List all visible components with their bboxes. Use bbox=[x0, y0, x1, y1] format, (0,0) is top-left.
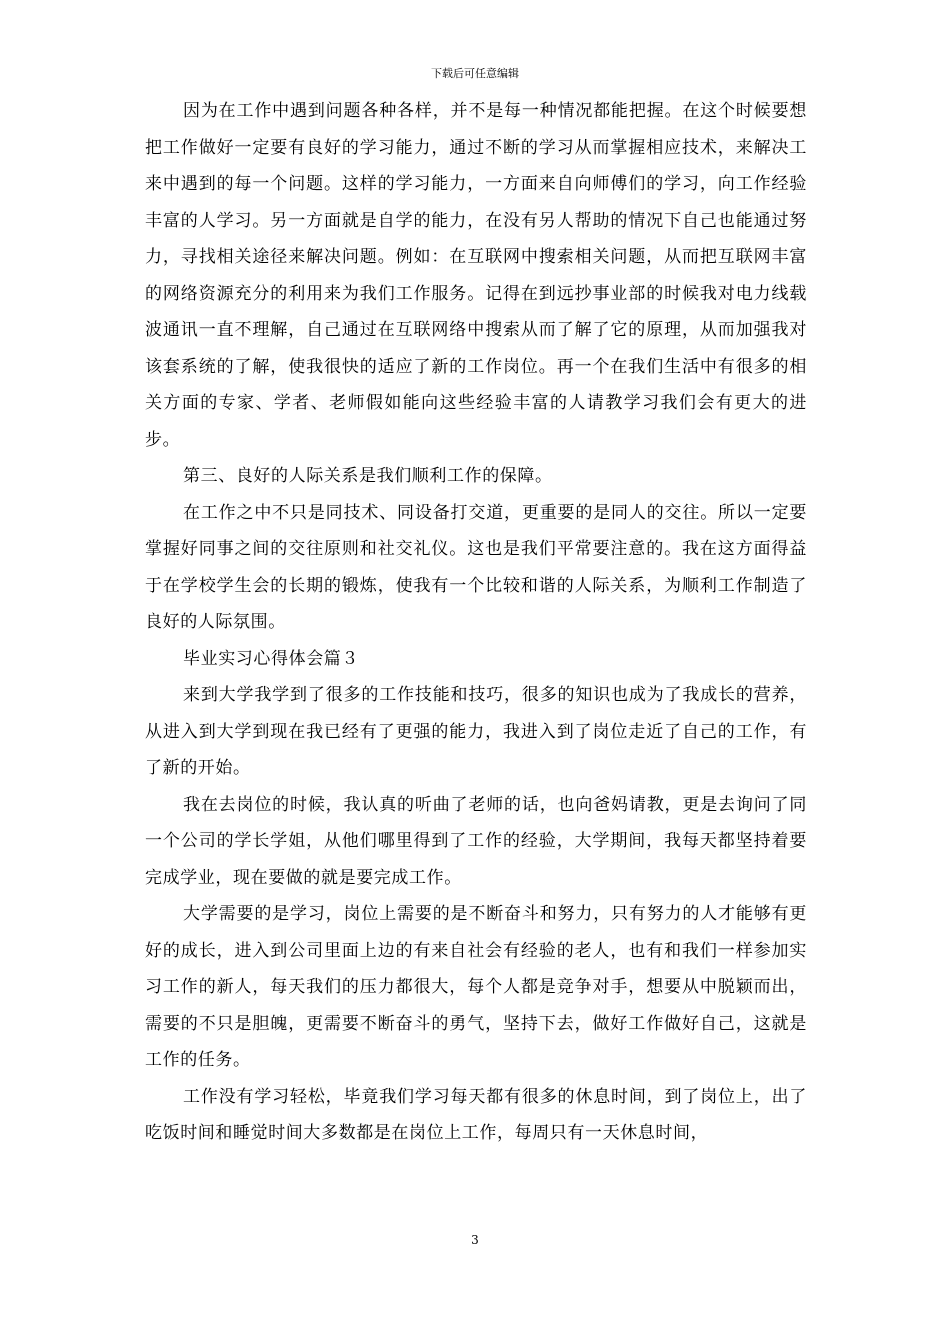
body-paragraph: 来到大学我学到了很多的工作技能和技巧，很多的知识也成为了我成长的营养，从进入到大学到现在我已经有了更强的能力，我进入到了岗位走近了自己的工作，有了新的开始。 bbox=[145, 685, 807, 778]
body-paragraph: 大学需要的是学习，岗位上需要的是不断奋斗和努力，只有努力的人才能够有更好的成长，进入到公司里面上边的有来自社会有经验的老人，也有和我们一样参加实习工作的新人，每天我们的压力都很大，每个人都是竞争对手，想要从中脱颖而出，需要的不只是胆魄，更需要不断奋斗的勇气，坚持下去，做好工作做好自己，这就是工作的任务。 bbox=[145, 904, 807, 1070]
page-header-note: 下载后可任意编辑 bbox=[431, 67, 519, 80]
page-number: 3 bbox=[471, 1233, 479, 1247]
body-paragraph: 我在去岗位的时候，我认真的听曲了老师的话，也向爸妈请教，更是去询问了同一个公司的学长学姐，从他们哪里得到了工作的经验，大学期间，我每天都坚持着要完成学业，现在要做的就是要完成工作。 bbox=[145, 794, 807, 888]
document-body bbox=[145, 93, 807, 1152]
body-paragraph: 在工作之中不只是同技术、同设备打交道，更重要的是同人的交往。所以一定要掌握好同事之间的交往原则和社交礼仪。这也是我们平常要注意的。我在这方面得益于在学校学生会的长期的锻炼，使我有一个比较和谐的人际关系，为顺利工作制造了良好的人际氛围。 bbox=[145, 502, 807, 632]
section-heading: 第三、良好的人际关系是我们顺利工作的保障。 bbox=[183, 466, 553, 486]
article-title: 毕业实习心得体会篇３ bbox=[183, 648, 359, 669]
body-paragraph: 因为在工作中遇到问题各种各样，并不是每一种情况都能把握。在这个时候要想把工作做好一定要有良好的学习能力，通过不断的学习从而掌握相应技术，来解决工来中遇到的每一个问题。这样的学习能力，一方面来自向师傅们的学习，向工作经验丰富的人学习。另一方面就是自学的能力，在没有另人帮助的情况下自己也能通过努力，寻找相关途径来解决问题。例如：在互联网中搜索相关问题，从而把互联网丰富的网络资源充分的利用来为我们工作服务。记得在到远抄事业部的时候我对电力线载波通讯一直不理解，自己通过在互联网络中搜索从而了解了它的原理，从而加强我对该套系统的了解，使我很快的适应了新的工作岗位。再一个在我们生活中有很多的相关方面的专家、学者、老师假如能向这些经验丰富的人请教学习我们会有更大的进步。 bbox=[145, 101, 807, 450]
body-paragraph: 工作没有学习轻松，毕竟我们学习每天都有很多的休息时间，到了岗位上，出了吃饭时间和睡觉时间大多数都是在岗位上工作，每周只有一天休息时间， bbox=[145, 1086, 807, 1143]
